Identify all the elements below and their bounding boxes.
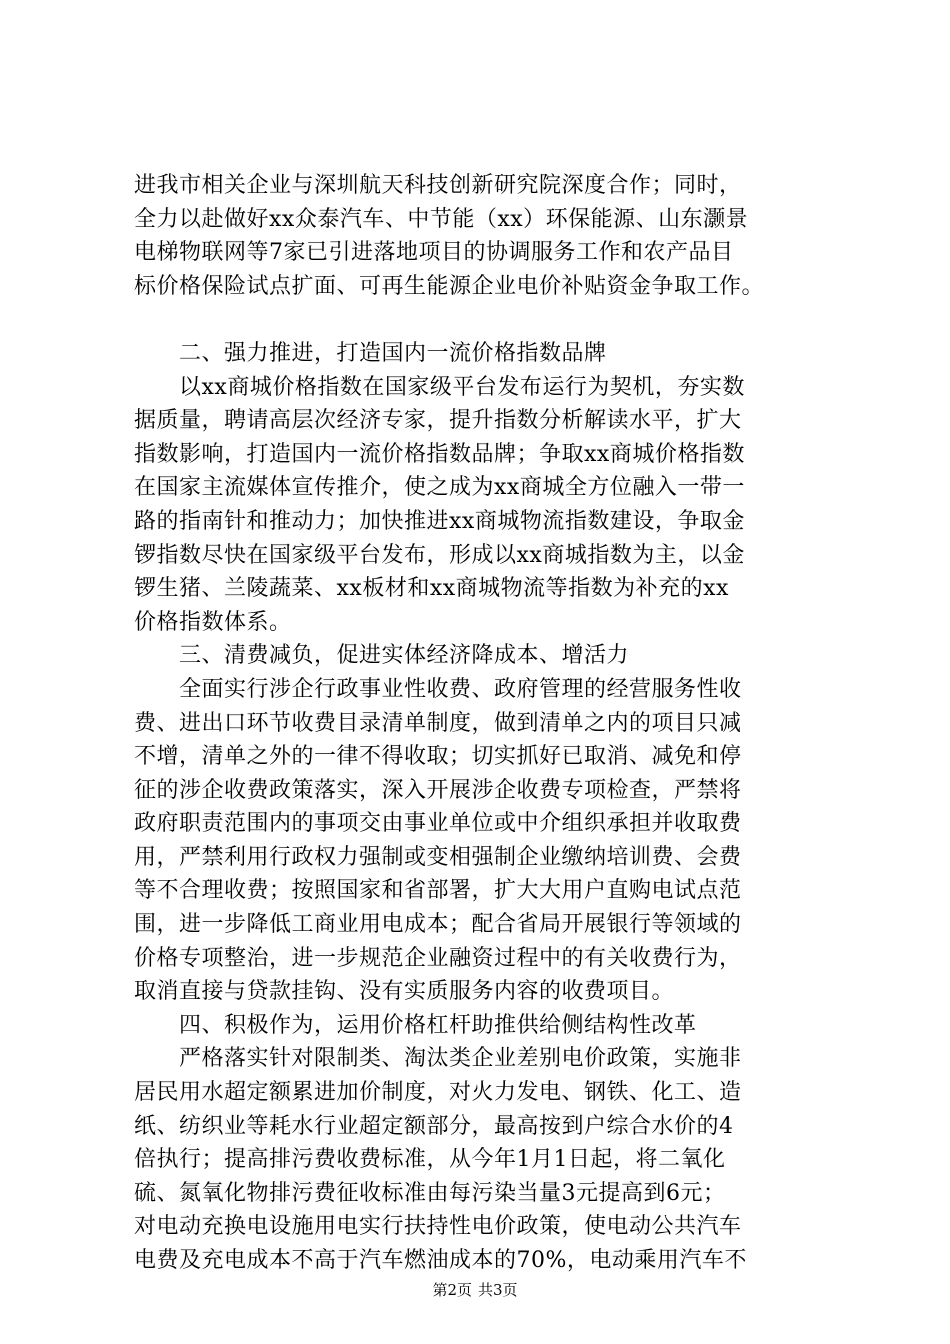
text-line: 在国家主流媒体宣传推介，使之成为xx商城全方位融入一带一 <box>134 475 745 501</box>
text-line: 费、进出口环节收费目录清单制度，做到清单之内的项目只减 <box>134 710 742 736</box>
text-line: 等不合理收费；按照国家和省部署，扩大大用户直购电试点范 <box>134 878 742 904</box>
text-line: 用，严禁利用行政权力强制或变相强制企业缴纳培训费、会费 <box>134 844 742 870</box>
text-line: 锣指数尽快在国家级平台发布，形成以xx商城指数为主，以金 <box>134 542 745 568</box>
text-line: 硫、氮氧化物排污费征收标准由每污染当量3元提高到6元； <box>134 1180 726 1206</box>
text-line: 四、积极作为，运用价格杠杆助推供给侧结构性改革 <box>134 1012 697 1038</box>
document-body <box>134 169 834 1278</box>
text-line: 标价格保险试点扩面、可再生能源企业电价补贴资金争取工作。 <box>134 273 765 299</box>
text-line: 指数影响，打造国内一流价格指数品牌；争取xx商城价格指数 <box>134 441 745 467</box>
text-line: 不增，清单之外的一律不得收取；切实抓好已取消、减免和停 <box>134 744 742 770</box>
text-line: 严格落实针对限制类、淘汰类企业差别电价政策，实施非 <box>134 1046 742 1072</box>
page-total: 共3页 <box>478 1281 518 1299</box>
text-line: 居民用水超定额累进加价制度，对火力发电、钢铁、化工、造 <box>134 1080 742 1106</box>
text-line: 据质量，聘请高层次经济专家，提升指数分析解读水平，扩大 <box>134 408 742 434</box>
text-line: 电梯物联网等7家已引进落地项目的协调服务工作和农产品目 <box>134 240 734 266</box>
text-line: 以xx商城价格指数在国家级平台发布运行为契机，夯实数 <box>134 374 745 400</box>
text-line: 三、清费减负，促进实体经济降成本、增活力 <box>134 643 630 669</box>
text-line: 路的指南针和推动力；加快推进xx商城物流指数建设，争取金 <box>134 508 745 534</box>
text-line: 征的涉企收费政策落实，深入开展涉企收费专项检查，严禁将 <box>134 777 742 803</box>
text-line: 纸、纺织业等耗水行业超定额部分，最高按到户综合水价的4 <box>134 1113 734 1139</box>
page-number: 第2页 <box>432 1281 472 1299</box>
text-line: 全力以赴做好xx众泰汽车、中节能（xx）环保能源、山东灏景 <box>134 206 749 232</box>
text-line: 锣生猪、兰陵蔬菜、xx板材和xx商城物流等指数为补充的xx <box>134 576 729 602</box>
text-line: 电费及充电成本不高于汽车燃油成本的70%，电动乘用汽车不 <box>134 1248 747 1273</box>
text-line: 围，进一步降低工商业用电成本；配合省局开展银行等领域的 <box>134 912 742 938</box>
paragraph-gap <box>134 303 834 337</box>
text-line: 进我市相关企业与深圳航天科技创新研究院深度合作；同时， <box>134 173 742 198</box>
text-line: 价格指数体系。 <box>134 609 292 635</box>
text-line: 对电动充换电设施用电实行扶持性电价政策，使电动公共汽车 <box>134 1214 742 1240</box>
text-line: 二、强力推进，打造国内一流价格指数品牌 <box>134 340 607 366</box>
text-line: 取消直接与贷款挂钩、没有实质服务内容的收费项目。 <box>134 979 675 1005</box>
text-line: 倍执行；提高排污费收费标准，从今年1月1日起，将二氧化 <box>134 1147 726 1173</box>
text-line: 价格专项整治，进一步规范企业融资过程中的有关收费行为， <box>134 945 742 971</box>
text-line: 政府职责范围内的事项交由事业单位或中介组织承担并收取费 <box>134 811 742 837</box>
text-line: 全面实行涉企行政事业性收费、政府管理的经营服务性收 <box>134 676 742 702</box>
page-footer <box>0 1280 950 1300</box>
